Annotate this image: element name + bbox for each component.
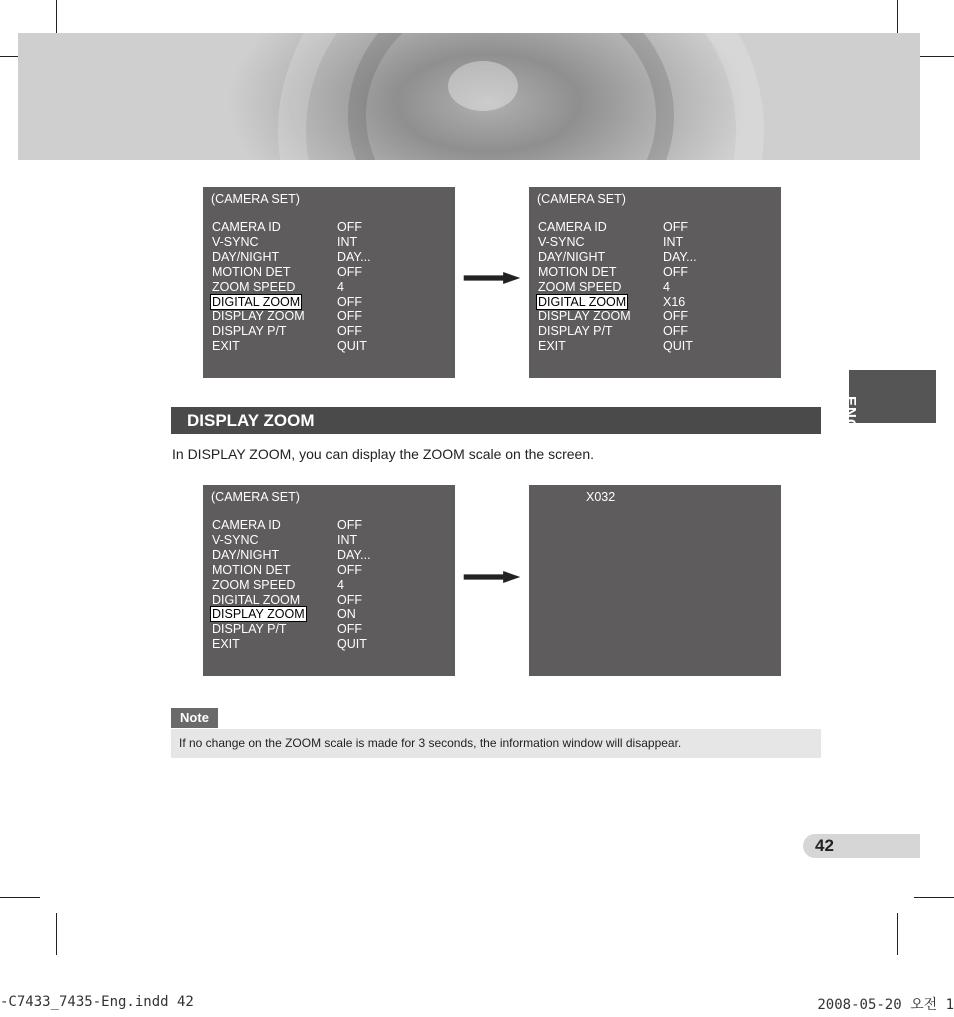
osd-menu-row <box>211 518 451 533</box>
osd-menu-value: QUIT <box>337 637 367 652</box>
section-title-bar <box>171 407 821 434</box>
osd-menu-value: OFF <box>337 264 362 279</box>
osd-menu-value: DAY... <box>337 547 371 562</box>
right-arrow-icon <box>459 571 525 583</box>
osd-menu-label: DISPLAY P/T <box>212 622 287 637</box>
osd-menu-value: OFF <box>337 294 362 309</box>
osd-menu-value: OFF <box>337 562 362 577</box>
osd-menu-value: OFF <box>337 592 362 607</box>
osd-menu-label: MOTION DET <box>538 264 617 279</box>
osd-menu-label: ZOOM SPEED <box>538 279 622 294</box>
osd-menu-value: OFF <box>663 324 688 339</box>
osd-menu-label: DAY/NIGHT <box>538 249 606 264</box>
osd-menu-row <box>211 578 451 593</box>
osd-menu-row <box>537 235 777 250</box>
section-body-text: In DISPLAY ZOOM, you can display the ZOOM scale on the screen. <box>172 446 594 462</box>
osd-menu-value: DAY... <box>337 249 371 264</box>
osd-menu-value: 4 <box>663 279 670 294</box>
osd-menu-value: INT <box>663 234 684 249</box>
osd-menu-row <box>537 295 777 310</box>
osd-menu-value: 4 <box>337 279 344 294</box>
footer-date-info: 2008-05-20 오전 1 <box>817 997 954 1013</box>
osd-zoom-scale-screen <box>529 485 781 676</box>
osd-menu-value: OFF <box>337 324 362 339</box>
crop-mark <box>0 897 40 898</box>
osd-menu-value: OFF <box>337 622 362 637</box>
zoom-scale-readout: X032 <box>586 490 616 504</box>
osd-menu-row <box>211 548 451 563</box>
osd-menu-row <box>211 593 451 608</box>
osd-menu-label: EXIT <box>538 339 566 354</box>
osd-menu-digital-zoom-before <box>203 187 455 378</box>
osd-menu-value: OFF <box>337 518 362 532</box>
osd-menu-label: V-SYNC <box>212 532 259 547</box>
crop-mark <box>914 897 954 898</box>
osd-menu-value: OFF <box>663 309 688 324</box>
osd-menu-value: X16 <box>663 294 686 309</box>
osd-menu-label: DISPLAY P/T <box>538 324 613 339</box>
osd-menu-row <box>211 622 451 637</box>
osd-menu-row <box>211 637 451 652</box>
section-title: DISPLAY ZOOM <box>187 411 315 430</box>
osd-menu-label: CAMERA ID <box>212 220 281 234</box>
osd-menu-value: OFF <box>337 220 362 234</box>
crop-mark <box>56 913 57 955</box>
osd-menu-label: CAMERA ID <box>538 220 607 234</box>
osd-menu-row <box>537 339 777 354</box>
osd-menu-value: OFF <box>337 309 362 324</box>
osd-menu-label: ZOOM SPEED <box>212 577 296 592</box>
osd-menu-value: ON <box>337 607 356 622</box>
note-text: If no change on the ZOOM scale is made for 3 seconds, the information window will disappear. <box>179 736 682 750</box>
osd-menu-label: EXIT <box>212 637 240 652</box>
osd-menu-label: DAY/NIGHT <box>212 547 280 562</box>
language-tab-label: ENG <box>842 396 859 432</box>
osd-menu-value: QUIT <box>337 339 367 354</box>
osd-menu-row <box>211 324 451 339</box>
osd-menu-value: QUIT <box>663 339 693 354</box>
osd-menu-value: DAY... <box>663 249 697 264</box>
osd-menu-row <box>211 280 451 295</box>
osd-menu-value: OFF <box>663 220 688 234</box>
osd-menu-label: DIGITAL ZOOM <box>212 592 301 607</box>
osd-menu-header: (CAMERA SET) <box>537 192 626 206</box>
osd-menu-header: (CAMERA SET) <box>211 192 300 206</box>
osd-menu-row <box>211 563 451 578</box>
osd-menu-row <box>211 607 451 622</box>
osd-menu-row <box>211 309 451 324</box>
osd-menu-row <box>537 280 777 295</box>
osd-menu-label: DIGITAL ZOOM <box>538 294 627 309</box>
footer-file-info: -C7433_7435-Eng.indd 42 <box>0 994 194 1010</box>
osd-menu-value: INT <box>337 532 358 547</box>
osd-menu-label: DISPLAY ZOOM <box>538 309 631 324</box>
osd-menu-label: DIGITAL ZOOM <box>212 294 301 309</box>
osd-menu-label: V-SYNC <box>538 234 585 249</box>
header-banner-image <box>18 33 920 160</box>
osd-menu-label: CAMERA ID <box>212 518 281 532</box>
osd-menu-label: DISPLAY ZOOM <box>212 607 305 622</box>
note-badge: Note <box>171 708 218 728</box>
osd-menu-row <box>537 250 777 265</box>
osd-menu-label: ZOOM SPEED <box>212 279 296 294</box>
language-tab <box>842 370 936 432</box>
osd-menu-label: DISPLAY ZOOM <box>212 309 305 324</box>
osd-menu-row <box>537 324 777 339</box>
osd-menu-display-zoom <box>203 485 455 676</box>
osd-menu-row <box>211 250 451 265</box>
page-number-badge <box>803 834 920 858</box>
osd-menu-row <box>537 265 777 280</box>
crop-mark <box>897 913 898 955</box>
page-number: 42 <box>815 836 834 855</box>
osd-menu-label: MOTION DET <box>212 264 291 279</box>
osd-menu-label: MOTION DET <box>212 562 291 577</box>
osd-menu-row <box>211 220 451 235</box>
crop-mark <box>914 56 954 57</box>
osd-menu-label: V-SYNC <box>212 234 259 249</box>
osd-menu-label: DAY/NIGHT <box>212 249 280 264</box>
note-box <box>171 729 821 758</box>
osd-menu-digital-zoom-after <box>529 187 781 378</box>
osd-menu-row <box>537 309 777 324</box>
osd-menu-value: INT <box>337 234 358 249</box>
osd-menu-value: 4 <box>337 577 344 592</box>
osd-menu-row <box>211 235 451 250</box>
osd-menu-row <box>211 533 451 548</box>
osd-menu-row <box>211 265 451 280</box>
osd-menu-label: EXIT <box>212 339 240 354</box>
osd-menu-row <box>537 220 777 235</box>
osd-menu-value: OFF <box>663 264 688 279</box>
osd-menu-row <box>211 339 451 354</box>
osd-menu-label: DISPLAY P/T <box>212 324 287 339</box>
right-arrow-icon <box>459 272 525 284</box>
osd-menu-header: (CAMERA SET) <box>211 490 300 504</box>
osd-menu-row <box>211 295 451 310</box>
